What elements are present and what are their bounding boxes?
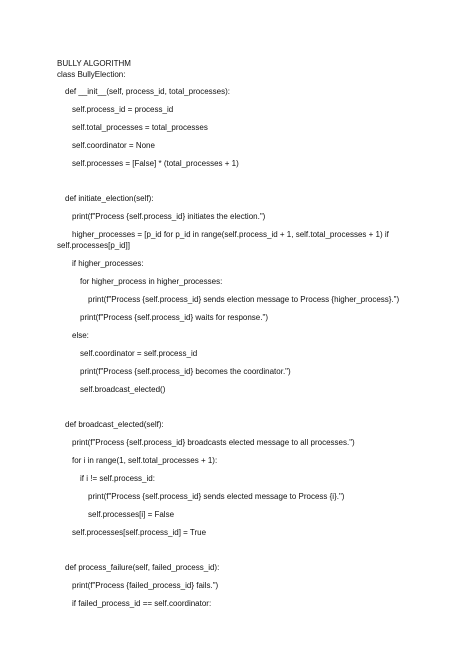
code-line: self.coordinator = None <box>72 141 155 150</box>
code-line: print(f"Process {self.process_id} sends elected message to Process {i}.") <box>88 492 345 501</box>
code-line: self.processes[i] = False <box>88 510 175 519</box>
code-line: print(f"Process {self.process_id} broadcasts elected message to all processes.") <box>72 438 355 447</box>
code-line: self.processes[self.process_id] = True <box>72 528 207 537</box>
code-line: class BullyElection: <box>57 70 126 79</box>
code-line: else: <box>72 331 89 340</box>
code-line: self.broadcast_elected() <box>80 385 166 394</box>
document-title: BULLY ALGORITHM <box>57 59 131 68</box>
code-line: print(f"Process {self.process_id} waits for response.") <box>80 313 268 322</box>
code-line: if i != self.process_id: <box>80 474 155 483</box>
code-line: self.total_processes = total_processes <box>72 123 208 132</box>
code-line: print(f"Process {self.process_id} becomes the coordinator.") <box>80 367 291 376</box>
code-line: def broadcast_elected(self): <box>65 420 164 429</box>
code-line: for i in range(1, self.total_processes + 1): <box>72 456 218 465</box>
code-line: higher_processes = [p_id for p_id in range(self.process_id + 1, self.total_processes + 1) if <box>72 230 389 239</box>
code-line: self.processes = [False] * (total_processes + 1) <box>72 159 239 168</box>
code-line: print(f"Process {self.process_id} sends election message to Process {higher_process}.") <box>88 295 400 304</box>
code-line: self.processes[p_id]] <box>57 241 130 250</box>
code-line: print(f"Process {self.process_id} initiates the election.") <box>72 212 266 221</box>
code-line: def __init__(self, process_id, total_processes): <box>65 87 230 96</box>
code-line: print(f"Process {failed_process_id} fails.") <box>72 581 219 590</box>
code-line: self.coordinator = self.process_id <box>80 349 198 358</box>
code-line: self.process_id = process_id <box>72 105 174 114</box>
code-line: def initiate_election(self): <box>65 194 154 203</box>
code-line: def process_failure(self, failed_process_id): <box>65 563 220 572</box>
code-line: if higher_processes: <box>72 259 144 268</box>
code-line: if failed_process_id == self.coordinator: <box>72 599 212 608</box>
code-line: for higher_process in higher_processes: <box>80 277 223 286</box>
